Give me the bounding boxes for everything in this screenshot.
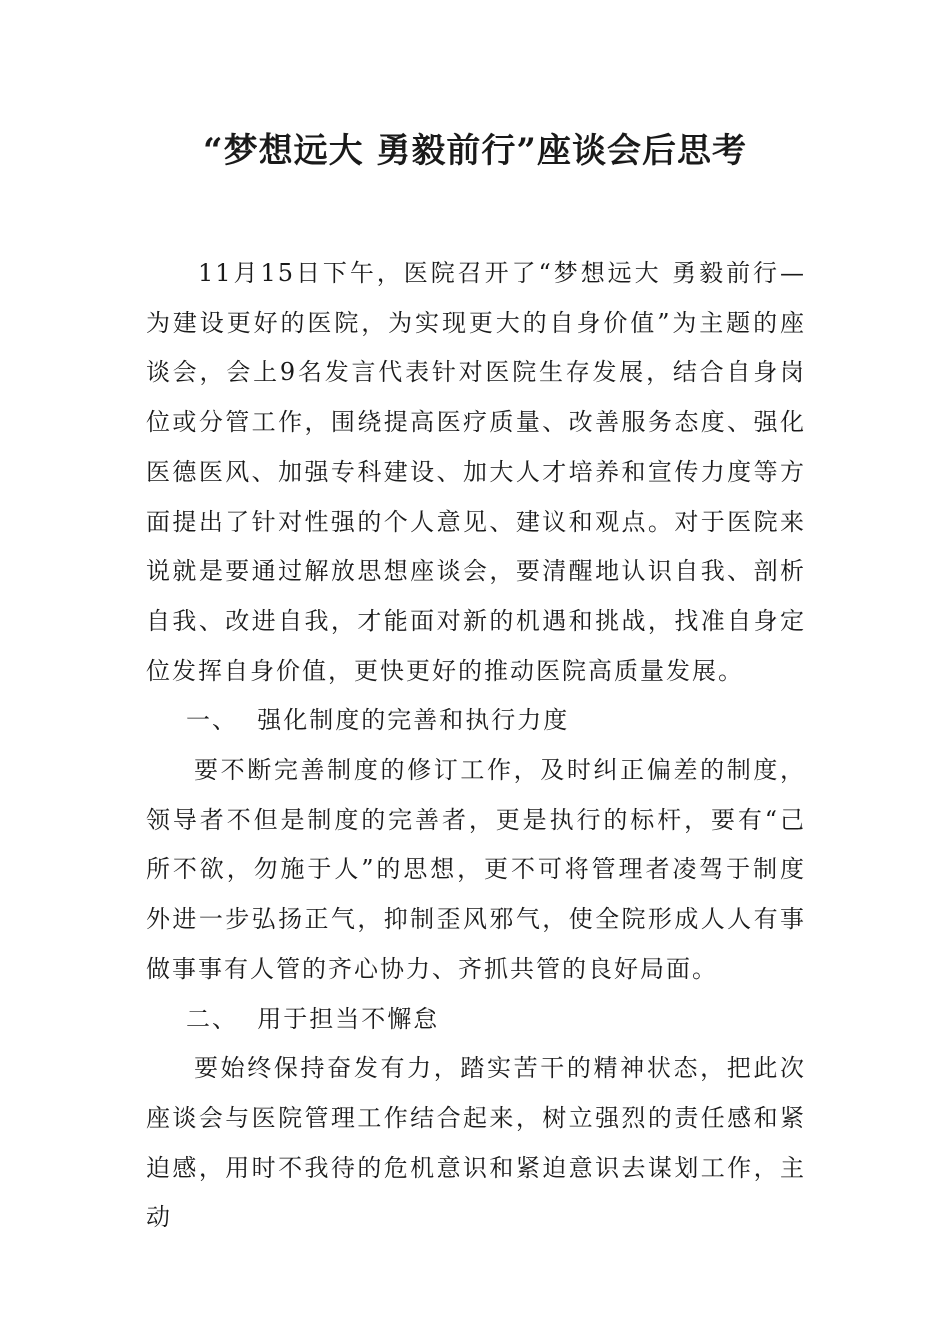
section-heading-1: 一、 强化制度的完善和执行力度 [186,706,570,735]
section-paragraph-1: 要不断完善制度的修订工作，及时纠正偏差的制度，领导者不但是制度的完善者，更是执行的标杆，要有“己所不欲，勿施于人”的思想，更不可将管理者凌驾于制度外进一步弘扬正气，抑制歪风邪气，使全院形成人人有事做事事有人管的齐心协力、齐抓共管的良好局面。 [146,756,806,983]
document-title: “梦想远大 勇毅前行”座谈会后思考 [203,131,747,171]
intro-paragraph: 11月15日下午，医院召开了“梦想远大 勇毅前行—为建设更好的医院，为实现更大的自身价值”为主题的座谈会，会上9名发言代表针对医院生存发展，结合自身岗位或分管工作，围绕提高医疗质量、改善服务态度、强化医德医风、加强专科建设、加大人才培养和宣传力度等方面提出了针对性强的个人意见、建议和观点。对于医院来说就是要通过解放思想座谈会，要清醒地认识自我、剖析自我、改进自我，才能面对新的机遇和挑战，找准自身定位发挥自身价值，更快更好的推动医院高质量发展。 [146,259,806,685]
section-paragraph-2: 要始终保持奋发有力，踏实苦干的精神状态，把此次座谈会与医院管理工作结合起来，树立强烈的责任感和紧迫感，用时不我待的危机意识和紧迫意识去谋划工作，主动 [146,1054,806,1232]
document-body [146,249,806,1243]
section-heading-2: 二、 用于担当不懈怠 [186,1004,440,1033]
